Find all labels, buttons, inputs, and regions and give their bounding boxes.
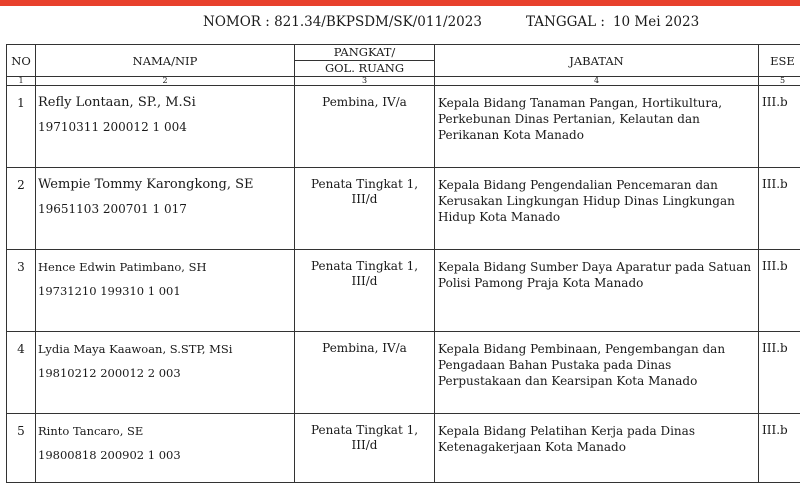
ese-cell: III.b [759, 86, 800, 168]
jabatan-line: Hidup Kota Manado [438, 209, 756, 225]
col-number: 2 [36, 77, 295, 86]
jabatan-line: Kepala Bidang Tanaman Pangan, Hortikultura, [438, 95, 756, 111]
jabatan-line: Ketenagakerjaan Kota Manado [438, 439, 756, 455]
col-number: 5 [759, 77, 800, 86]
person-name: Wempie Tommy Karongkong, SE [38, 177, 294, 193]
jabatan-line: Perikanan Kota Manado [438, 127, 756, 143]
personnel-table [6, 44, 800, 483]
pangkat-cell [295, 414, 435, 483]
pangkat-cell [295, 86, 435, 168]
document-header [0, 14, 800, 34]
col-number: 1 [7, 77, 36, 86]
tanggal [526, 14, 699, 30]
row-number: 2 [7, 168, 36, 250]
pangkat-line: Penata Tingkat 1, [295, 423, 434, 438]
person-nip: 19710311 200012 1 004 [38, 119, 294, 135]
person-nip: 19810212 200012 2 003 [38, 365, 294, 381]
jabatan-line: Kepala Bidang Pelatihan Kerja pada Dinas [438, 423, 756, 439]
column-number-row [7, 77, 800, 86]
header-pangkat [295, 45, 435, 77]
row-number: 3 [7, 250, 36, 332]
header-jabatan: JABATAN [435, 45, 759, 77]
pangkat-line: Pembina, IV/a [295, 341, 434, 356]
nama-cell [36, 168, 295, 250]
table-row [7, 332, 800, 414]
jabatan-line: Pengadaan Bahan Pustaka pada Dinas [438, 357, 756, 373]
jabatan-line: Kepala Bidang Pembinaan, Pengembangan dan [438, 341, 756, 357]
pangkat-line: III/d [295, 274, 434, 289]
col-number: 4 [435, 77, 759, 86]
pangkat-line: Pembina, IV/a [295, 95, 434, 110]
nomor-text: NOMOR : 821.34/BKPSDM/SK/011/2023 [203, 14, 482, 30]
nama-cell [36, 332, 295, 414]
person-name: Lydia Maya Kaawoan, S.STP, MSi [38, 341, 294, 357]
top-accent-bar [0, 0, 800, 6]
jabatan-cell [435, 168, 759, 250]
pangkat-line: III/d [295, 438, 434, 453]
header-ese: ESE [759, 45, 800, 77]
table-row [7, 414, 800, 483]
row-number: 1 [7, 86, 36, 168]
jabatan-cell [435, 250, 759, 332]
ese-cell: III.b [759, 250, 800, 332]
pangkat-cell [295, 332, 435, 414]
table-row [7, 86, 800, 168]
person-nip: 19651103 200701 1 017 [38, 201, 294, 217]
jabatan-line: Polisi Pamong Praja Kota Manado [438, 275, 756, 291]
tanggal-value: 10 Mei 2023 [613, 14, 699, 30]
pangkat-cell [295, 168, 435, 250]
nama-cell [36, 86, 295, 168]
col-number: 3 [295, 77, 435, 86]
table-row [7, 250, 800, 332]
header-pangkat-top: PANGKAT/ [294, 45, 435, 61]
person-name: Refly Lontaan, SP., M.Si [38, 95, 294, 111]
header-no: NO [7, 45, 36, 77]
jabatan-line: Kerusakan Lingkungan Hidup Dinas Lingkungan [438, 193, 756, 209]
row-number: 5 [7, 414, 36, 483]
pangkat-line: Penata Tingkat 1, [295, 177, 434, 192]
tanggal-label: TANGGAL : [526, 14, 605, 30]
person-name: Rinto Tancaro, SE [38, 423, 294, 439]
jabatan-line: Kepala Bidang Pengendalian Pencemaran dan [438, 177, 756, 193]
ese-cell: III.b [759, 332, 800, 414]
jabatan-cell [435, 86, 759, 168]
table-header-row [7, 45, 800, 77]
jabatan-cell [435, 414, 759, 483]
nama-cell [36, 250, 295, 332]
person-name: Hence Edwin Patimbano, SH [38, 259, 294, 275]
ese-cell: III.b [759, 168, 800, 250]
jabatan-line: Perpustakaan dan Kearsipan Kota Manado [438, 373, 756, 389]
jabatan-line: Kepala Bidang Sumber Daya Aparatur pada Satuan [438, 259, 756, 275]
pangkat-line: III/d [295, 192, 434, 207]
pangkat-line: Penata Tingkat 1, [295, 259, 434, 274]
header-nama: NAMA/NIP [36, 45, 295, 77]
pangkat-cell [295, 250, 435, 332]
table-row [7, 168, 800, 250]
jabatan-line: Perkebunan Dinas Pertanian, Kelautan dan [438, 111, 756, 127]
ese-cell: III.b [759, 414, 800, 483]
person-nip: 19800818 200902 1 003 [38, 447, 294, 463]
person-nip: 19731210 199310 1 001 [38, 283, 294, 299]
header-pangkat-bottom: GOL. RUANG [295, 61, 434, 76]
row-number: 4 [7, 332, 36, 414]
jabatan-cell [435, 332, 759, 414]
nama-cell [36, 414, 295, 483]
